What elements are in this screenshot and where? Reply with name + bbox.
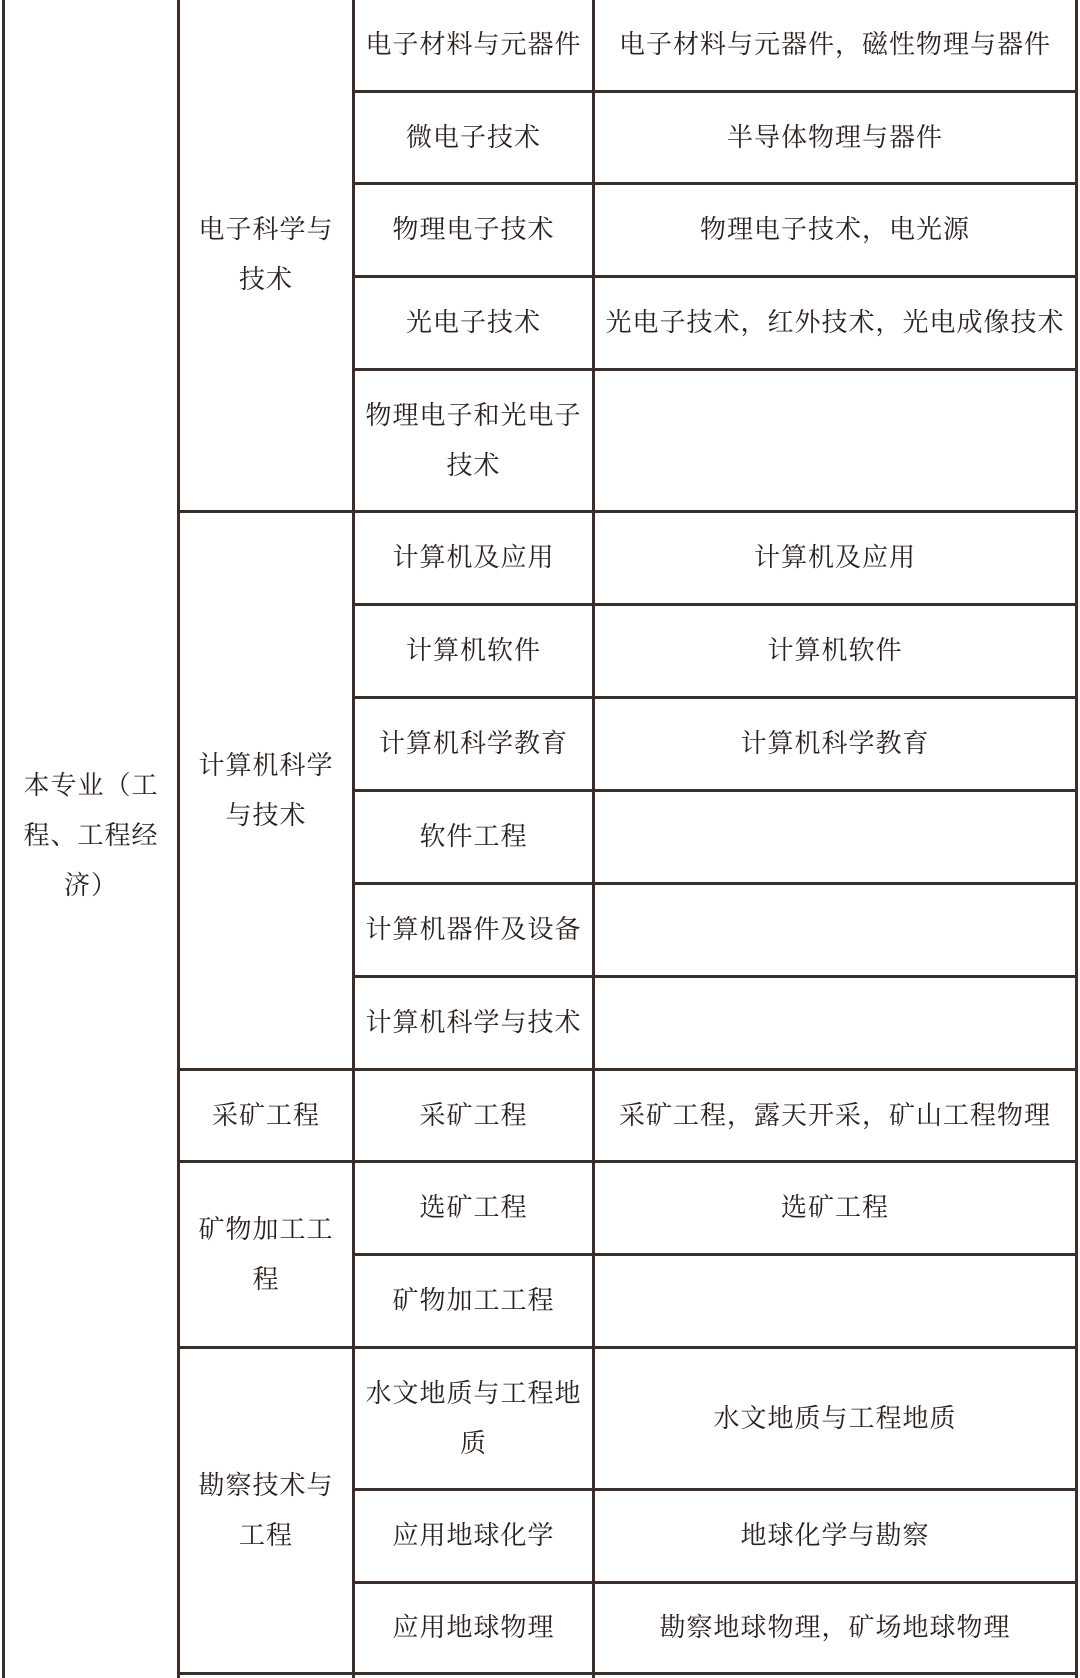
major-cell-text: 勘察技术与工程 xyxy=(198,1470,334,1551)
former-subject-cell-text: 水文地质与工程地质 xyxy=(713,1403,957,1434)
subject-cell-text: 计算机科学教育 xyxy=(378,729,568,759)
subject-cell xyxy=(355,978,592,1068)
subject-cell-text: 计算机软件 xyxy=(405,636,541,666)
former-subject-cell xyxy=(595,1349,1075,1488)
former-subject-cell-text: 勘察地球物理，矿场地球物理 xyxy=(659,1613,1011,1643)
subject-cell xyxy=(355,1256,592,1346)
subject-cell xyxy=(355,93,592,182)
subject-cell xyxy=(355,0,592,90)
subject-cell-text: 物理电子和光电子技术 xyxy=(365,400,582,481)
former-subject-cell-text: 电子材料与元器件，磁性物理与器件 xyxy=(618,30,1051,60)
former-subject-cell xyxy=(595,1071,1075,1160)
subject-cell xyxy=(355,371,592,510)
former-subject-cell xyxy=(595,1163,1075,1253)
subject-cell-text: 计算机科学与技术 xyxy=(365,1008,582,1038)
former-subject-cell xyxy=(595,1491,1075,1581)
former-subject-cell-text: 计算机科学教育 xyxy=(740,729,930,759)
subject-cell xyxy=(355,185,592,275)
former-subject-cell-text: 计算机及应用 xyxy=(753,543,916,573)
major-cell xyxy=(180,1349,352,1672)
subject-cell-text: 微电子技术 xyxy=(405,122,541,153)
major-cell-text: 矿物加工工程 xyxy=(198,1214,334,1295)
major-cell xyxy=(180,0,352,510)
former-subject-cell xyxy=(595,185,1075,275)
major-cell-text: 电子科学与技术 xyxy=(198,215,334,295)
subject-cell xyxy=(355,278,592,368)
former-subject-cell xyxy=(595,1256,1075,1346)
subject-cell xyxy=(355,1349,592,1488)
subject-cell-text: 选矿工程 xyxy=(419,1193,528,1223)
subject-cell xyxy=(355,1163,592,1253)
subject-cell xyxy=(355,1071,592,1160)
subject-cell xyxy=(355,606,592,696)
subject-cell-text: 软件工程 xyxy=(419,822,528,852)
former-subject-cell-text: 光电子技术，红外技术，光电成像技术 xyxy=(605,308,1065,338)
major-cell xyxy=(180,1163,352,1346)
subject-cell xyxy=(355,1584,592,1672)
subject-cell-text: 应用地球化学 xyxy=(392,1521,555,1551)
former-subject-cell xyxy=(595,978,1075,1068)
subject-cell-text: 物理电子技术 xyxy=(392,215,555,245)
former-subject-cell xyxy=(595,1584,1075,1672)
major-cell xyxy=(180,513,352,1068)
former-subject-cell xyxy=(595,93,1075,182)
subject-cell-text: 计算机及应用 xyxy=(392,543,555,573)
subject-cell xyxy=(355,513,592,603)
table-vertical-line xyxy=(1075,0,1078,1678)
former-subject-cell-text: 采矿工程，露天开采，矿山工程物理 xyxy=(618,1100,1051,1131)
former-subject-cell-text: 选矿工程 xyxy=(780,1193,889,1223)
subject-cell xyxy=(355,885,592,975)
major-cell xyxy=(180,1071,352,1160)
former-subject-cell xyxy=(595,0,1075,90)
former-subject-cell xyxy=(595,885,1075,975)
subject-cell-text: 采矿工程 xyxy=(419,1100,528,1131)
subject-cell-text: 应用地球物理 xyxy=(392,1613,555,1643)
major-cell-text: 计算机科学与技术 xyxy=(198,750,334,831)
subject-cell xyxy=(355,1491,592,1581)
subject-cell-text: 计算机器件及设备 xyxy=(365,915,582,945)
former-subject-cell-text: 半导体物理与器件 xyxy=(726,122,943,153)
former-subject-cell xyxy=(595,513,1075,603)
subject-cell xyxy=(355,792,592,882)
major-cell-text: 采矿工程 xyxy=(211,1100,320,1131)
former-subject-cell-text: 物理电子技术，电光源 xyxy=(699,215,970,245)
former-subject-cell xyxy=(595,371,1075,510)
former-subject-cell xyxy=(595,792,1075,882)
row-divider xyxy=(177,1672,1078,1675)
subject-cell xyxy=(355,699,592,789)
former-subject-cell xyxy=(595,699,1075,789)
former-subject-cell-text: 计算机软件 xyxy=(767,636,903,666)
category-cell xyxy=(5,0,177,1672)
subject-cell-text: 电子材料与元器件 xyxy=(365,30,582,60)
former-subject-cell xyxy=(595,606,1075,696)
subject-cell-text: 光电子技术 xyxy=(405,308,541,338)
category-cell-text: 本专业（工程、工程经济） xyxy=(23,771,159,901)
former-subject-cell xyxy=(595,278,1075,368)
subject-cell-text: 水文地质与工程地质 xyxy=(365,1378,582,1459)
subject-cell-text: 矿物加工工程 xyxy=(392,1286,555,1316)
former-subject-cell-text: 地球化学与勘察 xyxy=(740,1521,930,1551)
